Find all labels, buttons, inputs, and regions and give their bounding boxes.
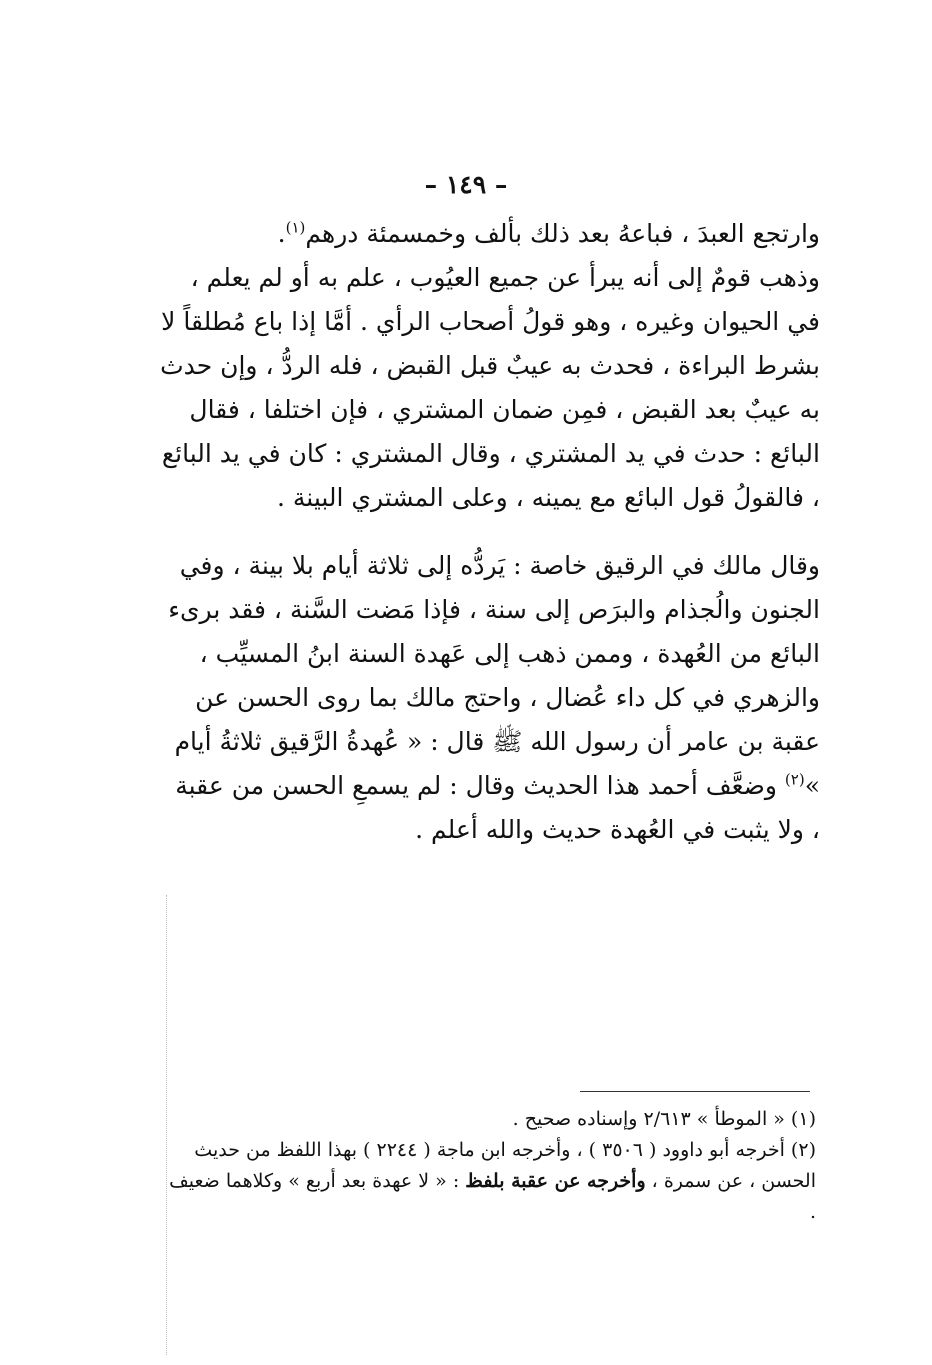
paragraph-2: وذهب قومٌ إلى أنه يبرأ عن جميع العيُوب ، علم به أو لم يعلم ، في الحيوان وغيره ، وهو قولُ أصحاب الرأي . أمَّا إذا باع مُطلقاً لا بشرط البراءة ، فحدث به عيبٌ قبل القبض ، فله الردُّ ، وإن حدث به عيبٌ بعد القبض ، فمِن ضمان المشتري ، فإن اختلفا ، فقال البائع : حدث في يد المشتري ، وقال المشتري : كان في يد البائع ، فالقولُ قول البائع مع يمينه ، وعلى المشتري البينة .: [160, 263, 820, 512]
footnote-divider: [580, 1091, 810, 1092]
page-number: – ١٤٩ –: [424, 170, 508, 199]
scan-margin-line: [166, 895, 167, 1355]
footnotes: [160, 1104, 816, 1228]
footnote-1: (١) « الموطأ » ٢/٦١٣ وإسناده صحيح .: [512, 1108, 816, 1130]
paragraph-3-text: وقال مالك في الرقيق خاصة : يَردُّه إلى ثلاثة أيام بلا بينة ، وفي الجنون والُجذام والبرَص إلى سنة ، فإذا مَضت السَّنة ، فقد برىء البائع من العُهدة ، وممن ذهب إلى عَهدة السنة ابنُ المسيِّب ، والزهري في كل داء عُضال ، واحتج مالك بما روى الحسن عن عقبة بن عامر أن رسول الله ﷺ قال : « عُهدةُ الرَّقيق ثلاثةُ أيام »: [168, 551, 820, 800]
main-text: [160, 212, 820, 852]
paragraph-3-continuation: وضعَّف أحمد هذا الحديث وقال : لم يسمعِ الحسن من عقبة ، ولا يثبت في العُهدة حديث والله أعلم .: [175, 771, 820, 844]
footnote-2-text-a: (٢) أخرجه أبو داوود ( ٣٥٠٦ ) ، وأخرجه ابن ماجة ( ٢٢٤٤ ) بهذا اللفظ من حديث الحسن ، عن سمرة ،: [194, 1139, 816, 1192]
footnote-2: [160, 1135, 816, 1228]
paragraph-3: [160, 544, 820, 852]
paragraph-1-text: وارتجع العبدَ ، فباعهُ بعد ذلك بألف وخمسمئة درهم: [305, 219, 820, 248]
footnote-ref-2[interactable]: (٢): [784, 770, 805, 789]
footnote-2-text-b: : « لا عهدة بعد أربع » وكلاهما ضعيف .: [169, 1170, 816, 1223]
footnote-ref-1[interactable]: (١): [285, 218, 306, 237]
footnote-2-bold-text: وأخرجه عن عقبة بلفظ: [465, 1170, 646, 1192]
paragraph-1: وارتجع العبدَ ، فباعهُ بعد ذلك بألف وخمسمئة درهم$^{(١)}$.: [277, 218, 820, 248]
